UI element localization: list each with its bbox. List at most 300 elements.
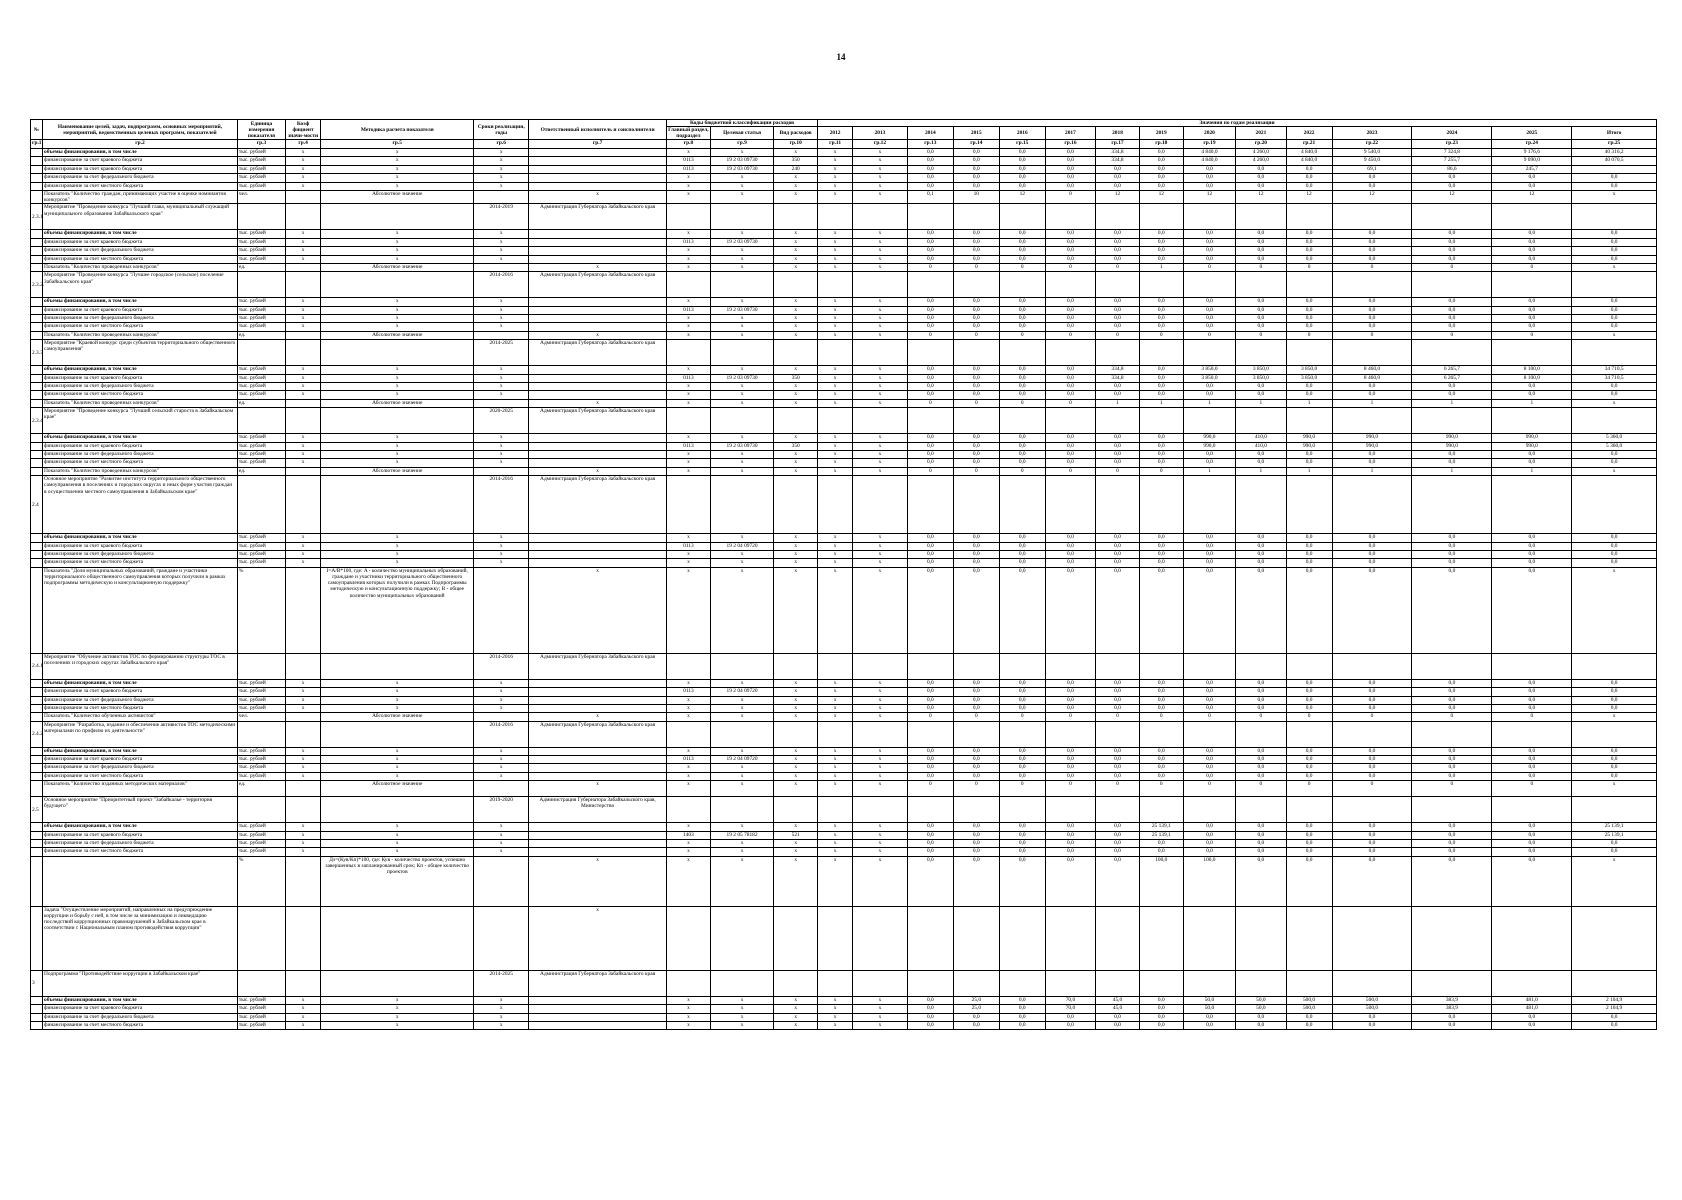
row-name-cell: объемы финансирования, в том числе bbox=[43, 996, 238, 1004]
row-code-cell bbox=[31, 157, 43, 165]
column-number-cell: гр.1 bbox=[31, 140, 43, 149]
value-cell: 0,0 bbox=[1139, 182, 1183, 190]
table-cell: x bbox=[474, 696, 529, 704]
header-code: № bbox=[31, 120, 43, 140]
value-cell: 0,0 bbox=[1045, 182, 1095, 190]
value-cell: 2 104,9 bbox=[1572, 996, 1657, 1004]
unit-cell: тыс. рублей bbox=[237, 374, 285, 382]
value-cell: 0,0 bbox=[1183, 696, 1236, 704]
value-cell: 0,0 bbox=[1139, 323, 1183, 331]
table-cell: x bbox=[818, 823, 853, 831]
value-cell: 0,0 bbox=[1236, 174, 1286, 182]
table-cell: x bbox=[474, 230, 529, 238]
value-cell: 0 bbox=[1045, 713, 1095, 721]
method-cell: x bbox=[321, 747, 474, 755]
table-cell: x bbox=[286, 434, 321, 442]
table-cell bbox=[710, 204, 773, 230]
value-cell: 990,0 bbox=[1286, 434, 1332, 442]
table-cell: x bbox=[667, 696, 711, 704]
table-cell: x bbox=[474, 434, 529, 442]
row-code-cell bbox=[31, 255, 43, 263]
value-cell bbox=[1492, 906, 1572, 970]
table-cell: x bbox=[286, 366, 321, 374]
value-cell bbox=[1492, 653, 1572, 679]
value-cell: 0,0 bbox=[907, 688, 953, 696]
activity-row bbox=[31, 653, 1657, 679]
value-cell: x bbox=[1572, 190, 1657, 203]
value-cell: 45,0 bbox=[1096, 996, 1140, 1004]
responsible-cell: x bbox=[529, 467, 667, 475]
table-cell: x bbox=[474, 165, 529, 173]
table-cell: x bbox=[818, 781, 853, 797]
value-cell: 0,0 bbox=[999, 374, 1045, 382]
value-cell: 9 176,6 bbox=[1492, 149, 1572, 157]
table-cell: x bbox=[286, 165, 321, 173]
value-cell bbox=[953, 906, 999, 970]
value-cell: 0,0 bbox=[1096, 747, 1140, 755]
table-cell: x bbox=[710, 182, 773, 190]
responsible-cell bbox=[529, 165, 667, 173]
table-cell: x bbox=[286, 442, 321, 450]
table-cell: x bbox=[286, 848, 321, 856]
value-cell: 0,0 bbox=[1183, 823, 1236, 831]
table-cell: x bbox=[710, 567, 773, 653]
table-cell: x bbox=[710, 1013, 773, 1021]
unit-cell bbox=[237, 797, 285, 823]
value-cell: x bbox=[853, 840, 908, 848]
value-cell: 100,0 bbox=[1183, 856, 1236, 906]
table-cell: x bbox=[667, 840, 711, 848]
value-cell bbox=[1139, 653, 1183, 679]
value-cell: 0,0 bbox=[1183, 306, 1236, 314]
value-cell: 1 bbox=[1412, 467, 1492, 475]
value-cell: 500,0 bbox=[1286, 1005, 1332, 1013]
value-cell: 0,0 bbox=[999, 848, 1045, 856]
row-name-cell: финансирование за счет краевого бюджета bbox=[43, 1005, 238, 1013]
table-row bbox=[31, 255, 1657, 263]
activity-row bbox=[31, 906, 1657, 970]
value-cell: 0,0 bbox=[1286, 255, 1332, 263]
value-cell: 0 bbox=[907, 713, 953, 721]
value-cell: 1 bbox=[1236, 399, 1286, 407]
value-cell bbox=[1332, 797, 1412, 823]
table-cell: x bbox=[710, 255, 773, 263]
value-cell: 0,0 bbox=[1492, 704, 1572, 712]
value-cell: 0,0 bbox=[907, 315, 953, 323]
value-cell: 3 850,0 bbox=[1236, 374, 1286, 382]
table-cell bbox=[710, 408, 773, 434]
unit-cell: % bbox=[237, 856, 285, 906]
value-cell: x bbox=[853, 696, 908, 704]
row-code-cell bbox=[31, 459, 43, 467]
value-cell bbox=[1236, 476, 1286, 534]
method-cell: x bbox=[321, 451, 474, 459]
table-cell: x bbox=[818, 255, 853, 263]
value-cell: 1 bbox=[1236, 467, 1286, 475]
value-cell: 0,0 bbox=[907, 679, 953, 687]
row-code-cell bbox=[31, 366, 43, 374]
header-year: 2023 bbox=[1332, 127, 1412, 140]
unit-cell: тыс. рублей bbox=[237, 298, 285, 306]
value-cell: 0,0 bbox=[953, 756, 999, 764]
table-cell: x bbox=[667, 255, 711, 263]
value-cell: 25,0 bbox=[953, 1005, 999, 1013]
value-cell: 2 104,9 bbox=[1572, 1005, 1657, 1013]
value-cell: 0 bbox=[1139, 781, 1183, 797]
value-cell: x bbox=[853, 567, 908, 653]
value-cell bbox=[1045, 721, 1095, 747]
value-cell: 0,0 bbox=[1096, 306, 1140, 314]
responsible-cell bbox=[529, 459, 667, 467]
value-cell bbox=[1096, 797, 1140, 823]
method-cell: x bbox=[321, 696, 474, 704]
financing-total-row bbox=[31, 149, 1657, 157]
value-cell: 0,0 bbox=[1412, 696, 1492, 704]
table-cell: x bbox=[474, 1013, 529, 1021]
value-cell: 12 bbox=[1286, 190, 1332, 203]
value-cell: 0,0 bbox=[1045, 831, 1095, 839]
value-cell: 0,0 bbox=[1139, 559, 1183, 567]
row-code-cell bbox=[31, 550, 43, 558]
value-cell: 34 710,5 bbox=[1572, 374, 1657, 382]
value-cell: 0,0 bbox=[999, 451, 1045, 459]
method-cell bbox=[321, 797, 474, 823]
value-cell: 0,0 bbox=[1236, 823, 1286, 831]
row-name-cell: финансирование за счет краевого бюджета bbox=[43, 442, 238, 450]
table-cell bbox=[474, 713, 529, 721]
table-cell: x bbox=[818, 174, 853, 182]
value-cell: 0,0 bbox=[1139, 550, 1183, 558]
value-cell: 0,0 bbox=[907, 848, 953, 856]
value-cell: 0,0 bbox=[1332, 848, 1412, 856]
responsible-cell bbox=[529, 230, 667, 238]
header-year: 2012 bbox=[818, 127, 853, 140]
value-cell: 0,0 bbox=[1183, 238, 1236, 246]
value-cell: 0,0 bbox=[999, 238, 1045, 246]
value-cell: 0,0 bbox=[1412, 567, 1492, 653]
value-cell: 0,0 bbox=[1096, 165, 1140, 173]
value-cell: 0,0 bbox=[953, 298, 999, 306]
value-cell bbox=[1096, 340, 1140, 366]
value-cell: 0,0 bbox=[1183, 764, 1236, 772]
value-cell bbox=[1332, 476, 1412, 534]
value-cell: x bbox=[853, 157, 908, 165]
value-cell: 0,0 bbox=[1183, 534, 1236, 542]
table-cell: x bbox=[474, 848, 529, 856]
value-cell: 0,0 bbox=[907, 247, 953, 255]
value-cell: 0,0 bbox=[1332, 772, 1412, 780]
table-cell: x bbox=[286, 840, 321, 848]
row-name-cell: финансирование за счет местного бюджета bbox=[43, 459, 238, 467]
value-cell bbox=[1236, 408, 1286, 434]
value-cell: 0,0 bbox=[1139, 772, 1183, 780]
table-cell: x bbox=[818, 323, 853, 331]
value-cell: 0,0 bbox=[1286, 559, 1332, 567]
value-cell bbox=[1139, 340, 1183, 366]
row-code-cell bbox=[31, 747, 43, 755]
table-cell: x bbox=[710, 298, 773, 306]
value-cell: 0 bbox=[1412, 713, 1492, 721]
value-cell: 0,0 bbox=[1096, 182, 1140, 190]
row-code-cell bbox=[31, 756, 43, 764]
value-cell: 0 bbox=[1332, 713, 1412, 721]
value-cell: x bbox=[853, 542, 908, 550]
row-code-cell: 3 bbox=[31, 970, 43, 996]
value-cell: 0,0 bbox=[1492, 383, 1572, 391]
value-cell: 0,0 bbox=[1412, 451, 1492, 459]
table-cell: x bbox=[774, 230, 818, 238]
value-cell bbox=[907, 906, 953, 970]
row-code-cell bbox=[31, 1013, 43, 1021]
value-cell: 990,0 bbox=[1183, 434, 1236, 442]
table-row bbox=[31, 772, 1657, 780]
header-responsible: Ответственный исполнитель и соисполнители bbox=[529, 120, 667, 140]
value-cell: 0 bbox=[1045, 467, 1095, 475]
activity-row bbox=[31, 476, 1657, 534]
value-cell: 0,0 bbox=[1236, 1013, 1286, 1021]
value-cell: x bbox=[853, 331, 908, 339]
value-cell: 0,0 bbox=[953, 182, 999, 190]
value-cell: 0,0 bbox=[1572, 238, 1657, 246]
table-cell bbox=[474, 856, 529, 906]
method-cell: Дз=(Кув/Кп)*100, где: Кув - количество проектов, успешно завершенных в запланированный срок; Кп - общее количество проектов bbox=[321, 856, 474, 906]
value-cell: 500,0 bbox=[1332, 996, 1412, 1004]
method-cell: x bbox=[321, 315, 474, 323]
table-cell: 0113 bbox=[667, 688, 711, 696]
responsible-cell bbox=[529, 1013, 667, 1021]
value-cell: 0,0 bbox=[1045, 298, 1095, 306]
row-name-cell: финансирование за счет федерального бюджета bbox=[43, 174, 238, 182]
value-cell: 0,0 bbox=[1412, 383, 1492, 391]
row-name-cell: финансирование за счет федерального бюджета bbox=[43, 840, 238, 848]
value-cell bbox=[1572, 797, 1657, 823]
value-cell: 0,0 bbox=[1183, 772, 1236, 780]
value-cell bbox=[1045, 797, 1095, 823]
value-cell bbox=[1183, 653, 1236, 679]
value-cell: 0,0 bbox=[1412, 764, 1492, 772]
table-cell: x bbox=[667, 182, 711, 190]
row-name-cell: финансирование за счет местного бюджета bbox=[43, 848, 238, 856]
table-cell: 2014-2019 bbox=[474, 204, 529, 230]
table-cell: x bbox=[474, 996, 529, 1004]
value-cell: 0,0 bbox=[953, 772, 999, 780]
value-cell: 410,0 bbox=[1236, 442, 1286, 450]
value-cell: 0,0 bbox=[1139, 451, 1183, 459]
table-row bbox=[31, 263, 1657, 271]
value-cell: 0,0 bbox=[1096, 848, 1140, 856]
value-cell: 0,0 bbox=[1045, 542, 1095, 550]
row-name-cell: Основное мероприятие "Развитие института территориального общественного самоуправления в поселениях и городских округах и иных форм участия граждан в осуществлении местного самоуправления в Забайкальском крае" bbox=[43, 476, 238, 534]
value-cell: 0,0 bbox=[1045, 383, 1095, 391]
responsible-cell: Администрация Губернатора Забайкальского края bbox=[529, 408, 667, 434]
value-cell: 40 316,2 bbox=[1572, 149, 1657, 157]
responsible-cell: x bbox=[529, 567, 667, 653]
value-cell: 0,0 bbox=[1236, 764, 1286, 772]
value-cell bbox=[999, 797, 1045, 823]
table-cell bbox=[710, 272, 773, 298]
value-cell bbox=[1183, 340, 1236, 366]
value-cell bbox=[1286, 340, 1332, 366]
value-cell: 0,0 bbox=[1045, 157, 1095, 165]
responsible-cell bbox=[529, 542, 667, 550]
value-cell: 0,0 bbox=[1572, 747, 1657, 755]
value-cell: 12 bbox=[1183, 190, 1236, 203]
value-cell: 0,0 bbox=[907, 542, 953, 550]
table-row bbox=[31, 157, 1657, 165]
table-cell: x bbox=[818, 315, 853, 323]
table-cell: x bbox=[710, 747, 773, 755]
value-cell: 0,0 bbox=[953, 165, 999, 173]
method-cell: x bbox=[321, 149, 474, 157]
value-cell: 3 850,0 bbox=[1183, 366, 1236, 374]
value-cell: x bbox=[1572, 263, 1657, 271]
table-row bbox=[31, 713, 1657, 721]
method-cell: x bbox=[321, 182, 474, 190]
value-cell: 0,0 bbox=[1096, 856, 1140, 906]
row-code-cell bbox=[31, 174, 43, 182]
value-cell: x bbox=[853, 391, 908, 399]
value-cell bbox=[1236, 797, 1286, 823]
value-cell: x bbox=[1572, 331, 1657, 339]
table-cell bbox=[286, 970, 321, 996]
row-name-cell: финансирование за счет краевого бюджета bbox=[43, 542, 238, 550]
value-cell: 0,0 bbox=[1286, 542, 1332, 550]
value-cell: 0,0 bbox=[1492, 459, 1572, 467]
value-cell: 1 bbox=[1492, 467, 1572, 475]
table-cell: 19 2 03 09730 bbox=[710, 442, 773, 450]
table-cell: 2014-2016 bbox=[474, 476, 529, 534]
header-year: 2024 bbox=[1412, 127, 1492, 140]
row-name-cell: Мероприятие "Краевой конкурс среди субъектов территориального общественного самоуправления" bbox=[43, 340, 238, 366]
value-cell: 0,0 bbox=[1332, 315, 1412, 323]
value-cell: x bbox=[853, 1013, 908, 1021]
row-name-cell: финансирование за счет местного бюджета bbox=[43, 704, 238, 712]
table-row bbox=[31, 1005, 1657, 1013]
row-code-cell bbox=[31, 1005, 43, 1013]
table-cell: x bbox=[474, 840, 529, 848]
value-cell: 0,0 bbox=[1286, 182, 1332, 190]
value-cell: 0,0 bbox=[953, 451, 999, 459]
table-cell: x bbox=[774, 1005, 818, 1013]
value-cell: 0,0 bbox=[1236, 772, 1286, 780]
value-cell: 0,0 bbox=[953, 366, 999, 374]
table-cell: 2014-2025 bbox=[474, 970, 529, 996]
table-row bbox=[31, 831, 1657, 839]
unit-cell: ед. bbox=[237, 331, 285, 339]
unit-cell: тыс. рублей bbox=[237, 366, 285, 374]
table-cell: x bbox=[286, 1005, 321, 1013]
table-cell: x bbox=[818, 550, 853, 558]
value-cell: 0,0 bbox=[1492, 823, 1572, 831]
row-code-cell bbox=[31, 331, 43, 339]
value-cell: 0,0 bbox=[953, 459, 999, 467]
value-cell: 8 460,0 bbox=[1332, 374, 1412, 382]
table-cell: x bbox=[667, 1013, 711, 1021]
value-cell bbox=[953, 653, 999, 679]
table-cell: x bbox=[286, 174, 321, 182]
row-code-cell bbox=[31, 764, 43, 772]
table-cell: x bbox=[474, 550, 529, 558]
column-number-cell: гр.14 bbox=[953, 140, 999, 149]
value-cell: 0,0 bbox=[1236, 696, 1286, 704]
unit-cell: тыс. рублей bbox=[237, 747, 285, 755]
row-name-cell: Показатель "Количество проведенных конкурсов" bbox=[43, 399, 238, 407]
value-cell: 0,0 bbox=[999, 149, 1045, 157]
unit-cell: % bbox=[237, 567, 285, 653]
value-cell bbox=[953, 970, 999, 996]
value-cell: 0,0 bbox=[907, 550, 953, 558]
value-cell: 0,0 bbox=[1332, 567, 1412, 653]
row-code-cell: 2.3.4 bbox=[31, 408, 43, 434]
value-cell: 0,0 bbox=[1096, 230, 1140, 238]
responsible-cell bbox=[529, 182, 667, 190]
table-cell: x bbox=[818, 679, 853, 687]
value-cell: 6 265,7 bbox=[1412, 366, 1492, 374]
value-cell: 0,0 bbox=[1045, 1013, 1095, 1021]
value-cell bbox=[953, 476, 999, 534]
table-cell: x bbox=[474, 747, 529, 755]
value-cell: 0,0 bbox=[1183, 165, 1236, 173]
value-cell: 0,0 bbox=[1139, 442, 1183, 450]
value-cell: 0,0 bbox=[1332, 696, 1412, 704]
value-cell: 0,0 bbox=[1139, 542, 1183, 550]
value-cell bbox=[999, 408, 1045, 434]
method-cell bbox=[321, 721, 474, 747]
value-cell: 0,0 bbox=[953, 255, 999, 263]
table-cell: 19 2 03 09730 bbox=[710, 306, 773, 314]
table-cell bbox=[286, 856, 321, 906]
method-cell: Абсолютное значение bbox=[321, 713, 474, 721]
table-cell bbox=[818, 272, 853, 298]
value-cell: 0,0 bbox=[953, 374, 999, 382]
column-number-cell: гр.5 bbox=[321, 140, 474, 149]
table-cell: x bbox=[818, 459, 853, 467]
table-cell: x bbox=[818, 306, 853, 314]
value-cell: 0,0 bbox=[1286, 688, 1332, 696]
value-cell: 0 bbox=[999, 467, 1045, 475]
value-cell: 0 bbox=[1332, 263, 1412, 271]
value-cell: 0,0 bbox=[999, 840, 1045, 848]
table-row bbox=[31, 391, 1657, 399]
value-cell: 0 bbox=[1492, 331, 1572, 339]
value-cell bbox=[1572, 204, 1657, 230]
value-cell: 0,0 bbox=[1412, 315, 1492, 323]
value-cell bbox=[1045, 476, 1095, 534]
table-cell: x bbox=[710, 840, 773, 848]
table-cell: x bbox=[818, 747, 853, 755]
column-number-cell: гр.9 bbox=[710, 140, 773, 149]
row-name-cell: финансирование за счет местного бюджета bbox=[43, 182, 238, 190]
responsible-cell bbox=[529, 374, 667, 382]
table-cell: x bbox=[710, 391, 773, 399]
value-cell bbox=[1236, 204, 1286, 230]
value-cell: 0,0 bbox=[1096, 255, 1140, 263]
table-cell: x bbox=[774, 366, 818, 374]
method-cell: x bbox=[321, 840, 474, 848]
value-cell: 410,0 bbox=[1236, 434, 1286, 442]
value-cell: 0,0 bbox=[1286, 1021, 1332, 1029]
responsible-cell bbox=[529, 383, 667, 391]
table-cell: x bbox=[286, 764, 321, 772]
value-cell: 1 bbox=[1139, 399, 1183, 407]
financing-total-row bbox=[31, 434, 1657, 442]
value-cell: 0,0 bbox=[953, 174, 999, 182]
table-cell: x bbox=[818, 149, 853, 157]
program-table-sheet bbox=[30, 119, 1657, 1030]
value-cell: 0,0 bbox=[1332, 451, 1412, 459]
table-cell: x bbox=[667, 315, 711, 323]
value-cell: 0,0 bbox=[907, 534, 953, 542]
